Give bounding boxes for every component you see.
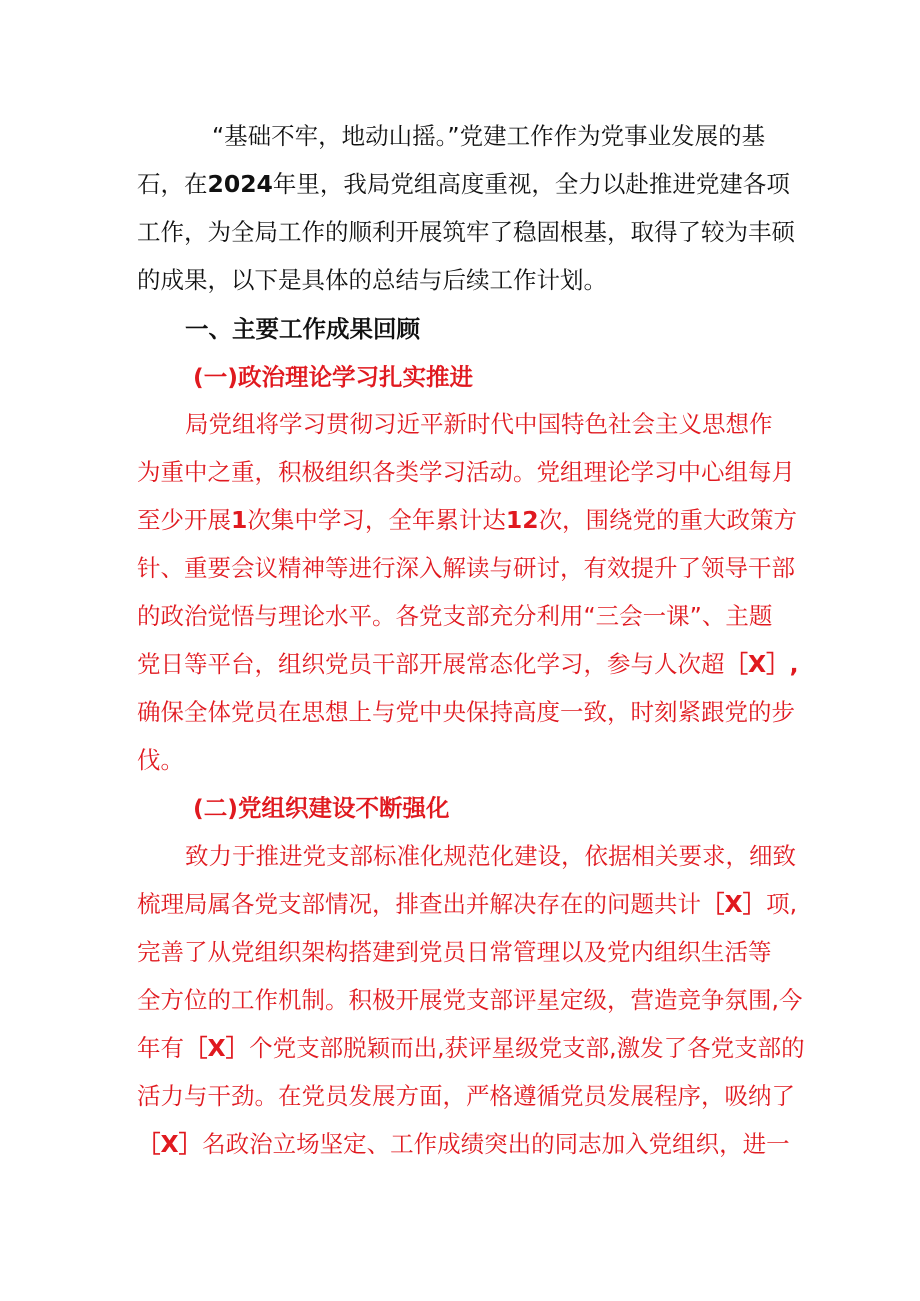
sub2-line-4 — [137, 984, 802, 1016]
paragraph-text: 致力于推进党支部标准化规范化建设，依据相关要求，细致 — [185, 842, 796, 870]
paragraph-text: 个党支部脱颖而出,获评星级党支部,激发了各党支部的 — [249, 1034, 805, 1062]
placeholder-text: ［X］ — [701, 890, 767, 918]
paragraph-text: 完善了从党组织架构搭建到党员日常管理以及党内组织生活等 — [137, 938, 772, 966]
intro-text: 工作，为全局工作的顺利开展筑牢了稳固根基，取得了较为丰硕 — [137, 218, 795, 246]
intro-line-1 — [212, 120, 765, 152]
sub2-line-1 — [185, 840, 796, 872]
sub2-line-7 — [137, 1128, 790, 1160]
paragraph-text: 的政治觉悟与理论水平。各党支部充分利用“三会一课”、主题 — [137, 602, 773, 630]
subsection-title: (二)党组织建设不断强化 — [193, 794, 450, 822]
paragraph-text: 名政治立场坚定、工作成绩突出的同志加入党组织，进一 — [202, 1130, 790, 1158]
subsection-title: (一)政治理论学习扎实推进 — [193, 363, 473, 391]
section-title: 一、主要工作成果回顾 — [185, 315, 420, 343]
section-heading-1 — [185, 313, 420, 345]
paragraph-text: 至少开展 — [137, 506, 231, 534]
sub1-line-6 — [137, 648, 799, 680]
number-text: 12 — [505, 506, 539, 534]
sub1-line-5 — [137, 600, 772, 632]
sub2-line-6 — [137, 1080, 795, 1112]
paragraph-text: 伐。 — [137, 746, 184, 774]
paragraph-text: 次，围绕党的重大政策方 — [538, 506, 798, 534]
sub1-line-2 — [137, 456, 795, 488]
paragraph-text: 确保全体党员在思想上与党中央保持高度一致，时刻紧跟党的步 — [137, 698, 795, 726]
intro-text: “基础不牢，地动山摇。”党建工作作为党事业发展的基 — [212, 122, 766, 150]
paragraph-text: 局党组将学习贯彻习近平新时代中国特色社会主义思想作 — [185, 410, 773, 438]
number-text: 1 — [231, 506, 248, 534]
sub1-line-1 — [185, 408, 773, 440]
paragraph-text: 年有 — [137, 1034, 184, 1062]
intro-text: 的成果，以下是具体的总结与后续工作计划。 — [137, 266, 607, 294]
paragraph-text: 次集中学习，全年累计达 — [247, 506, 506, 534]
sub2-line-2 — [137, 888, 797, 920]
paragraph-text: 梳理局属各党支部情况，排查出并解决存在的问题共计 — [137, 890, 701, 918]
sub2-line-3 — [137, 936, 772, 968]
intro-line-4 — [137, 264, 607, 296]
paragraph-text: 针、重要会议精神等进行深入解读与研讨，有效提升了领导干部 — [137, 554, 795, 582]
intro-text: 年里，我局党组高度重视，全力以赴推进党建各项 — [272, 170, 790, 198]
sub1-line-4 — [137, 552, 795, 584]
intro-text: 石，在 — [137, 170, 208, 198]
paragraph-text: 全方位的工作机制。积极开展党支部评星定级，营造竞争氛围,今 — [137, 986, 803, 1014]
paragraph-text: 党日等平台，组织党员干部开展常态化学习，参与人次超 — [137, 650, 725, 678]
intro-line-3 — [137, 216, 795, 248]
intro-year: 2024 — [207, 170, 273, 198]
sub2-line-5 — [137, 1032, 805, 1064]
placeholder-text: ［X］ — [184, 1034, 250, 1062]
sub1-line-3 — [137, 504, 797, 536]
subsection-heading-1 — [193, 361, 473, 393]
sub1-line-8 — [137, 744, 184, 776]
subsection-heading-2 — [193, 792, 449, 824]
sub1-line-7 — [137, 696, 795, 728]
placeholder-text: ［X］ — [137, 1130, 203, 1158]
paragraph-text: 活力与干劲。在党员发展方面，严格遵循党员发展程序，吸纳了 — [137, 1082, 795, 1110]
placeholder-text: ［X］, — [724, 650, 799, 678]
intro-line-2 — [137, 168, 790, 200]
paragraph-text: 为重中之重，积极组织各类学习活动。党组理论学习中心组每月 — [137, 458, 795, 486]
paragraph-text: 项, — [766, 890, 798, 918]
